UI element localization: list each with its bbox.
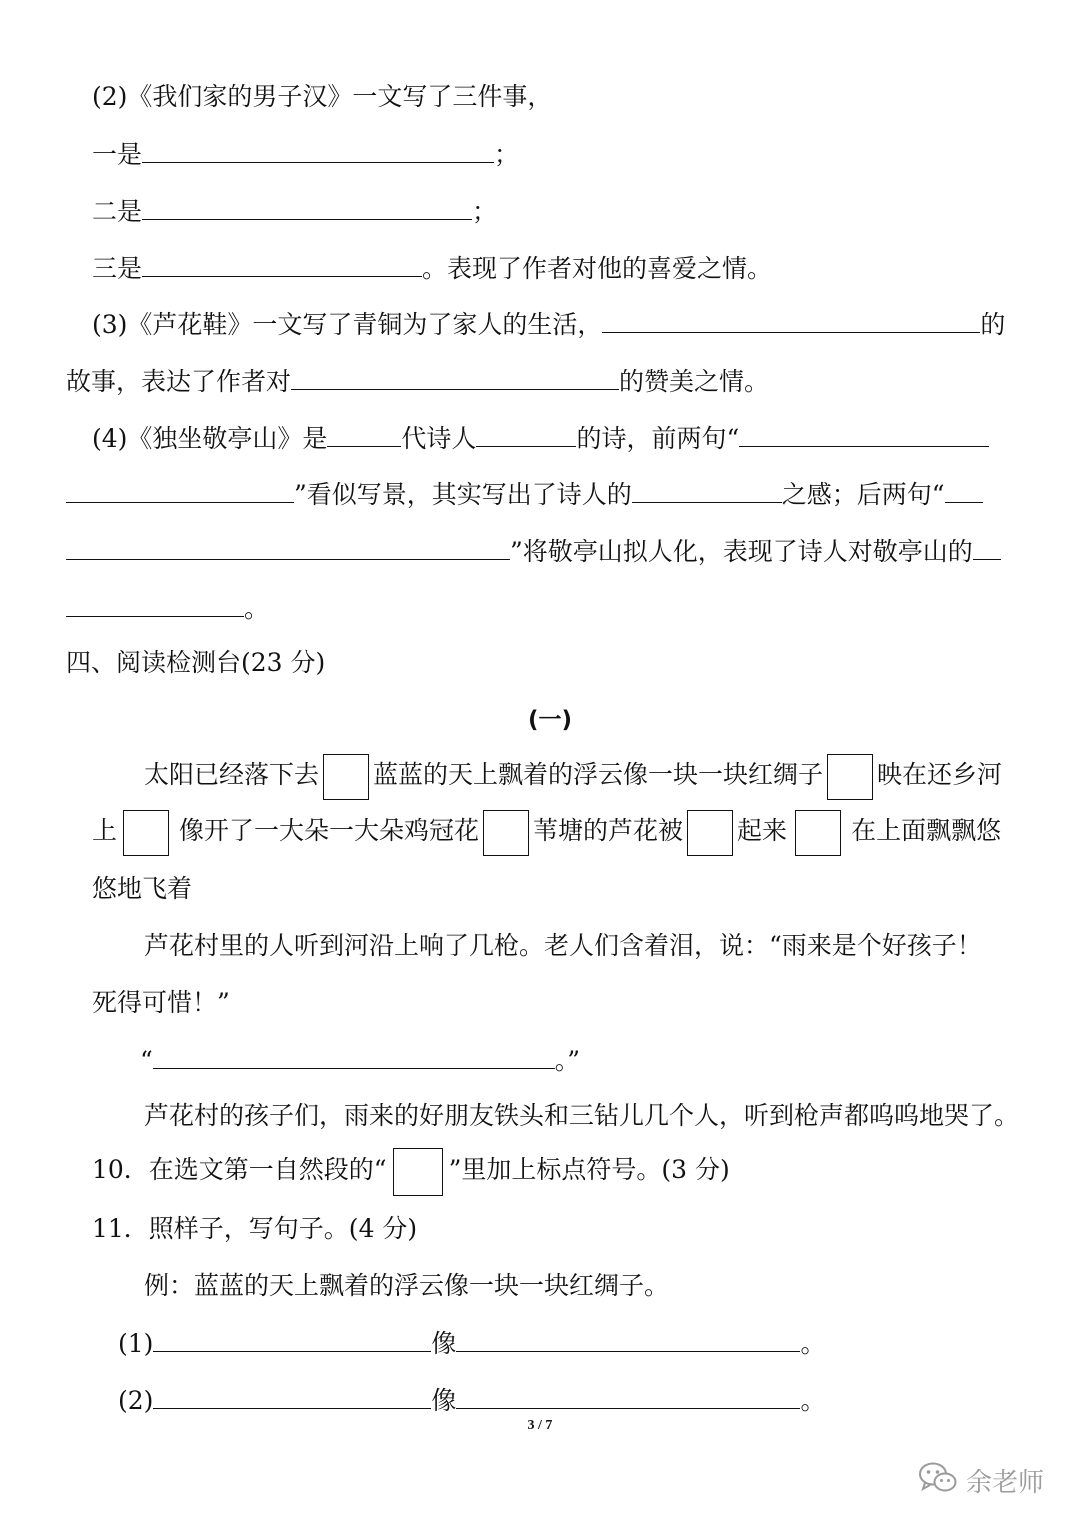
q11-example: 例：蓝蓝的天上飘着的浮云像一块一块红绸子。 (144, 1271, 670, 1300)
q3-text: 故事，表达了作者对 (66, 367, 292, 396)
answer-blank[interactable] (142, 136, 494, 163)
q4-text: 的诗，前两句“ (576, 424, 740, 453)
answer-blank[interactable] (456, 1325, 800, 1352)
wechat-icon (918, 1461, 958, 1499)
answer-blank[interactable] (66, 476, 294, 503)
passage-heading: (一) (528, 707, 573, 733)
answer-blank[interactable] (602, 306, 980, 333)
answer-blank[interactable] (327, 420, 401, 447)
label: 二是 (92, 197, 143, 226)
answer-blank[interactable] (456, 1382, 800, 1409)
answer-blank[interactable] (66, 590, 244, 617)
passage-text: 像开了一大朵一大朵鸡冠花 (179, 816, 480, 845)
answer-blank[interactable] (66, 533, 510, 560)
watermark (918, 1460, 1044, 1500)
watermark-text: 余老师 (966, 1467, 1045, 1498)
q3-line-a (92, 306, 1005, 342)
label: 一是 (92, 140, 143, 169)
quote-close: 。” (554, 1046, 581, 1075)
answer-blank[interactable] (739, 420, 989, 447)
page-number: 3 / 7 (527, 1418, 553, 1433)
q2-line-two (92, 193, 497, 229)
q4-text: (4)《独坐敬亭山》是 (92, 424, 328, 453)
label: 三是 (92, 254, 143, 283)
item-text: 像 (431, 1329, 457, 1358)
answer-blank[interactable] (142, 193, 472, 220)
q11-item-2 (118, 1382, 825, 1418)
answer-blank[interactable] (945, 476, 983, 503)
answer-blank[interactable] (153, 1325, 431, 1352)
passage-p2-line2: 死得可惜！” (92, 988, 230, 1017)
q2-line-three (92, 250, 772, 286)
q4-line-a (92, 420, 989, 456)
q3-text-end: 的赞美之情。 (619, 367, 770, 396)
q2-line-one (92, 136, 519, 172)
passage-text: 在上面飘飘悠 (851, 816, 1002, 845)
q3-text-end: 的 (980, 310, 1006, 339)
q11-title: 11．照样子，写句子。(4 分) (92, 1214, 418, 1243)
passage-text: 映在还乡河 (877, 760, 1003, 789)
answer-blank[interactable] (291, 363, 619, 390)
q10 (92, 1145, 730, 1196)
punct: ； (472, 197, 498, 226)
answer-blank[interactable] (153, 1382, 431, 1409)
passage-p1-line3: 悠地飞着 (92, 874, 193, 903)
passage-text: 上 (92, 816, 118, 845)
punctuation-box[interactable] (687, 810, 733, 856)
q3-line-b (66, 363, 769, 399)
passage-p3 (140, 1042, 580, 1078)
q11-item-1 (118, 1325, 825, 1361)
passage-p1-line1 (144, 750, 1002, 800)
passage-p4: 芦花村的孩子们，雨来的好朋友铁头和三钻儿几个人，听到枪声都呜呜地哭了。 (144, 1101, 1020, 1130)
punctuation-box[interactable] (123, 810, 169, 856)
item-number: (2) (118, 1386, 154, 1415)
passage-text: 苇塘的芦花被 (533, 816, 684, 845)
q4-line-b (66, 476, 983, 512)
item-end: 。 (800, 1386, 826, 1415)
q4-text: ”看似写景，其实写出了诗人的 (294, 480, 632, 509)
q4-text: 之感；后两句“ (781, 480, 945, 509)
answer-blank[interactable] (973, 533, 1001, 560)
q4-text: 代诗人 (401, 424, 477, 453)
punct: ； (494, 140, 520, 169)
q4-text: ”将敬亭山拟人化，表现了诗人对敬亭山的 (510, 537, 973, 566)
punctuation-box (393, 1148, 443, 1196)
answer-blank[interactable] (142, 250, 422, 277)
q10-text: ”里加上标点符号。(3 分) (448, 1155, 730, 1184)
quote-open: “ (140, 1046, 153, 1075)
punctuation-box[interactable] (323, 754, 369, 800)
q4-line-d (66, 590, 269, 626)
passage-p2-line1: 芦花村里的人听到河沿上响了几枪。老人们含着泪，说：“雨来是个好孩子！ (144, 931, 982, 960)
q3-text: (3)《芦花鞋》一文写了青铜为了家人的生活， (92, 310, 603, 339)
passage-p1-line2 (92, 806, 1001, 856)
punctuation-box[interactable] (795, 810, 841, 856)
passage-text: 起来 (737, 816, 788, 845)
sentence-end: 。表现了作者对他的喜爱之情。 (422, 254, 773, 283)
section-title: 四、阅读检测台(23 分) (66, 648, 326, 677)
item-number: (1) (118, 1329, 154, 1358)
passage-text: 蓝蓝的天上飘着的浮云像一块一块红绸子 (373, 760, 824, 789)
q2-intro: (2)《我们家的男子汉》一文写了三件事， (92, 82, 553, 111)
item-end: 。 (800, 1329, 826, 1358)
answer-blank[interactable] (476, 420, 576, 447)
q10-text: 10．在选文第一自然段的“ (92, 1155, 387, 1184)
punctuation-box[interactable] (483, 810, 529, 856)
item-text: 像 (431, 1386, 457, 1415)
answer-blank[interactable] (632, 476, 782, 503)
answer-blank[interactable] (153, 1042, 555, 1069)
punctuation-box[interactable] (827, 754, 873, 800)
q4-line-c (66, 533, 1001, 569)
q4-text: 。 (244, 594, 270, 623)
passage-text: 太阳已经落下去 (144, 760, 320, 789)
